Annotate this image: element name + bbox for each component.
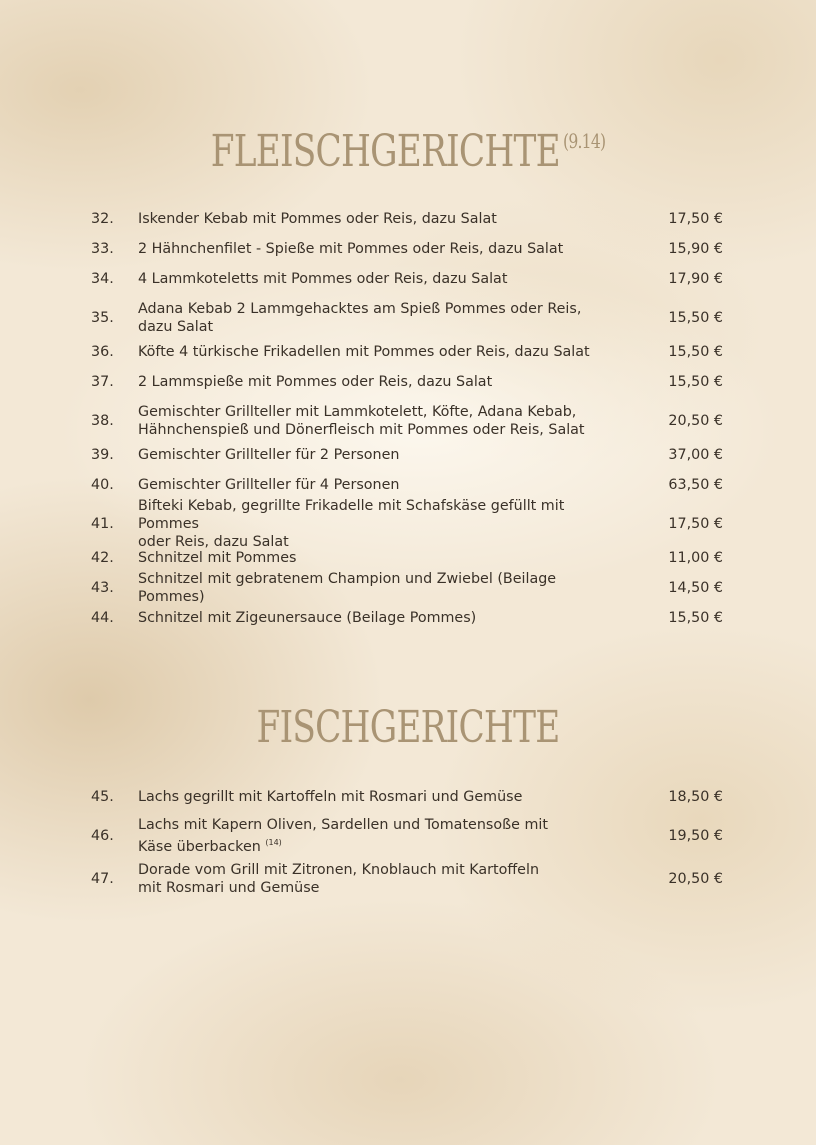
menu-item	[91, 788, 727, 806]
menu-item	[91, 861, 727, 897]
menu-item-price: 63,50 €	[668, 477, 723, 493]
menu-item-description-line: Bifteki Kebab, gegrillte Frikadelle mit Schafskäse gefüllt mit Pommes	[138, 498, 565, 532]
menu-item-price: 15,50 €	[668, 610, 723, 626]
menu-item	[91, 549, 727, 567]
menu-item-description	[138, 210, 618, 228]
menu-item-description-line: Lachs gegrillt mit Kartoffeln mit Rosmari und Gemüse	[138, 789, 523, 805]
menu-item-price: 19,50 €	[668, 828, 723, 844]
menu-item	[91, 498, 727, 550]
menu-item-number: 35.	[91, 310, 114, 326]
menu-item-price: 14,50 €	[668, 580, 723, 596]
menu-item	[91, 818, 727, 854]
menu-item-number: 45.	[91, 789, 114, 805]
menu-item-description	[138, 476, 618, 494]
menu-item	[91, 210, 727, 228]
menu-item-price: 15,50 €	[668, 310, 723, 326]
menu-item-number: 47.	[91, 871, 114, 887]
menu-item-description-line: Schnitzel mit Pommes	[138, 550, 297, 566]
section-title-fischgerichte	[90, 702, 726, 753]
menu-item-description	[138, 240, 618, 258]
menu-item-description	[138, 446, 618, 464]
menu-list-fischgerichte	[91, 788, 727, 904]
menu-item-description-line: Hähnchenspieß und Dönerfleisch mit Pommes oder Reis, Salat	[138, 422, 585, 438]
menu-item-description-line: Adana Kebab 2 Lammgehacktes am Spieß Pommes oder Reis,	[138, 301, 582, 317]
menu-item-price: 18,50 €	[668, 789, 723, 805]
menu-item-number: 36.	[91, 344, 114, 360]
menu-item-number: 37.	[91, 374, 114, 390]
menu-item	[91, 609, 727, 627]
menu-item	[91, 403, 727, 439]
menu-item	[91, 300, 727, 336]
menu-item-price: 17,50 €	[668, 211, 723, 227]
section-title-note: (9.14)	[563, 129, 606, 153]
menu-item-number: 42.	[91, 550, 114, 566]
menu-item-price: 15,50 €	[668, 374, 723, 390]
menu-item-description	[138, 549, 618, 567]
menu-item-description	[138, 861, 618, 897]
menu-item-price: 37,00 €	[668, 447, 723, 463]
menu-item-description-line: Schnitzel mit Zigeunersauce (Beilage Pommes)	[138, 610, 477, 626]
menu-item-description	[138, 270, 618, 288]
menu-item-description	[138, 788, 618, 806]
menu-item-number: 46.	[91, 828, 114, 844]
menu-item-description-line: Schnitzel mit gebratenem Champion und Zwiebel (Beilage Pommes)	[138, 571, 557, 605]
menu-item-number: 34.	[91, 271, 114, 287]
menu-item-price: 15,50 €	[668, 344, 723, 360]
menu-item-description-line: Gemischter Grillteller für 2 Personen	[138, 447, 400, 463]
section-title-text: FISCHGERICHTE	[256, 702, 560, 753]
menu-item-price: 20,50 €	[668, 413, 723, 429]
menu-item-number: 32.	[91, 211, 114, 227]
menu-item-number: 33.	[91, 241, 114, 257]
menu-item-description-line: Dorade vom Grill mit Zitronen, Knoblauch mit Kartoffeln	[138, 862, 540, 878]
menu-item-number: 41.	[91, 516, 114, 532]
menu-item-number: 38.	[91, 413, 114, 429]
menu-item-description-line: Gemischter Grillteller mit Lammkotelett, Köfte, Adana Kebab,	[138, 404, 577, 420]
menu-item-number: 40.	[91, 477, 114, 493]
menu-item	[91, 571, 727, 605]
menu-item-description	[138, 373, 618, 391]
menu-item-number: 44.	[91, 610, 114, 626]
menu-item-description-line: Lachs mit Kapern Oliven, Sardellen und Tomatensoße mit	[138, 817, 548, 833]
menu-item-description-line: Köfte 4 türkische Frikadellen mit Pommes oder Reis, dazu Salat	[138, 344, 590, 360]
menu-item-description	[138, 816, 618, 856]
menu-item-number: 39.	[91, 447, 114, 463]
menu-item-description	[138, 497, 618, 551]
menu-item-description-line: Iskender Kebab mit Pommes oder Reis, dazu Salat	[138, 211, 497, 227]
menu-item-number: 43.	[91, 580, 114, 596]
menu-item-description-line: 4 Lammkoteletts mit Pommes oder Reis, dazu Salat	[138, 271, 508, 287]
menu-item-price: 17,90 €	[668, 271, 723, 287]
menu-item-description	[138, 343, 618, 361]
menu-item	[91, 476, 727, 494]
menu-item	[91, 446, 727, 464]
menu-item-description	[138, 570, 618, 606]
menu-list-fleischgerichte	[91, 210, 727, 639]
section-title-text: FLEISCHGERICHTE	[210, 126, 560, 177]
menu-item-description-line: Gemischter Grillteller für 4 Personen	[138, 477, 400, 493]
menu-item-price: 20,50 €	[668, 871, 723, 887]
menu-item	[91, 270, 727, 288]
menu-item	[91, 343, 727, 361]
menu-item-description	[138, 403, 618, 439]
menu-item-price: 11,00 €	[668, 550, 723, 566]
menu-item-description-line: Käse überbacken	[138, 839, 261, 855]
menu-item-description-line: 2 Hähnchenfilet - Spieße mit Pommes oder Reis, dazu Salat	[138, 241, 564, 257]
menu-item-description	[138, 300, 618, 336]
menu-item	[91, 373, 727, 391]
menu-item-description-line: oder Reis, dazu Salat	[138, 534, 289, 550]
menu-item-price: 17,50 €	[668, 516, 723, 532]
menu-item-description-line: 2 Lammspieße mit Pommes oder Reis, dazu Salat	[138, 374, 493, 390]
section-title-fleischgerichte	[90, 126, 726, 177]
menu-item-note: (14)	[265, 838, 282, 847]
menu-item-price: 15,90 €	[668, 241, 723, 257]
menu-item-description-line: mit Rosmari und Gemüse	[138, 880, 320, 896]
menu-item-description	[138, 609, 618, 627]
menu-item	[91, 240, 727, 258]
menu-item-description-line: dazu Salat	[138, 319, 214, 335]
